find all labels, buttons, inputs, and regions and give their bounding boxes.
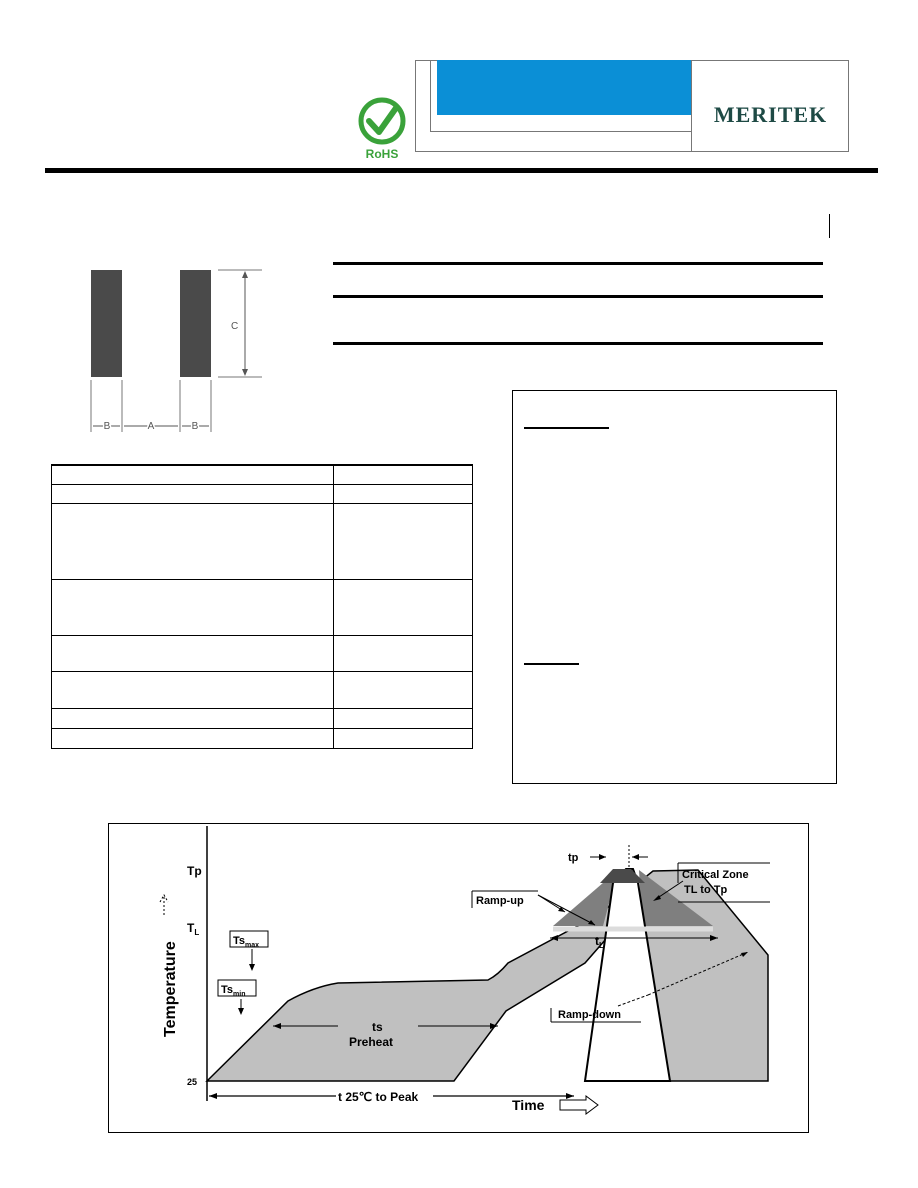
terminal-left [91,270,122,377]
ts-min-label: $Ts_{min}$ [221,984,246,998]
table-row [52,579,473,635]
ts-label: ts [372,1020,383,1034]
ts-max-label: $Ts_{max}$ [233,935,260,949]
table-row [52,708,473,728]
ramp-down-label: Ramp-down [558,1009,621,1021]
checkmark-icon [369,108,396,132]
dim-label-c: C [231,321,239,332]
title-rule-middle [333,295,823,298]
time-axis-right-arrowhead [566,1093,574,1099]
y-axis-arrow-icon [160,895,168,915]
critical-zone-label-1: Critical Zone [682,869,749,881]
table-row [52,503,473,579]
header-rule [45,168,878,173]
tl-label: $t_L$ [595,934,604,950]
table-cell [52,708,334,728]
table-cell [334,671,473,708]
rohs-label: RoHS [365,147,399,161]
y-tick-25: 25 [187,1077,198,1087]
terminal-right [180,270,211,377]
section-underline-2 [524,663,579,665]
table-cell [52,635,334,671]
spec-table [51,464,473,749]
peak-cap [600,869,645,883]
table-cell [334,465,473,484]
y-axis-label: Temperature [162,941,179,1037]
table-cell [334,503,473,579]
dimension-diagram [70,262,290,442]
t-to-peak-label: t 25℃ to Peak [338,1090,419,1104]
ramp-up-label: Ramp-up [476,895,524,907]
critical-zone-label-2: TL to Tp [684,884,728,896]
table-cell [52,484,334,503]
page-mark [829,214,830,238]
logo-blue-bar [437,60,691,115]
y-tick-tp: Tp [187,864,202,878]
time-label: Time [512,1097,545,1113]
y-tick-tl: $T_L$ [187,921,200,937]
table-cell [52,728,334,748]
table-cell [52,503,334,579]
table-cell [334,708,473,728]
preheat-label: Preheat [349,1035,394,1049]
profile-info-box [512,390,837,784]
table-cell [334,484,473,503]
section-underline-1 [524,427,609,429]
table-cell [334,728,473,748]
table-row [52,728,473,748]
table-cell [334,579,473,635]
time-arrow-icon [560,1096,598,1114]
table-cell [52,579,334,635]
table-cell [334,635,473,671]
rohs-badge [354,96,410,162]
dim-label-b-left: B [103,421,111,432]
table-row [52,465,473,484]
table-cell [52,465,334,484]
time-axis-left-arrowhead [209,1093,217,1099]
title-rule-bottom [333,342,823,345]
company-logo-text: MERITEK [713,102,828,127]
reflow-profile-chart [108,823,809,1133]
table-row [52,671,473,708]
title-rule-top [333,262,823,265]
dim-label-a: A [147,421,155,432]
dim-label-b-right: B [191,421,199,432]
table-row [52,635,473,671]
tp-label: tp [568,852,579,864]
table-row [52,484,473,503]
table-cell [52,671,334,708]
